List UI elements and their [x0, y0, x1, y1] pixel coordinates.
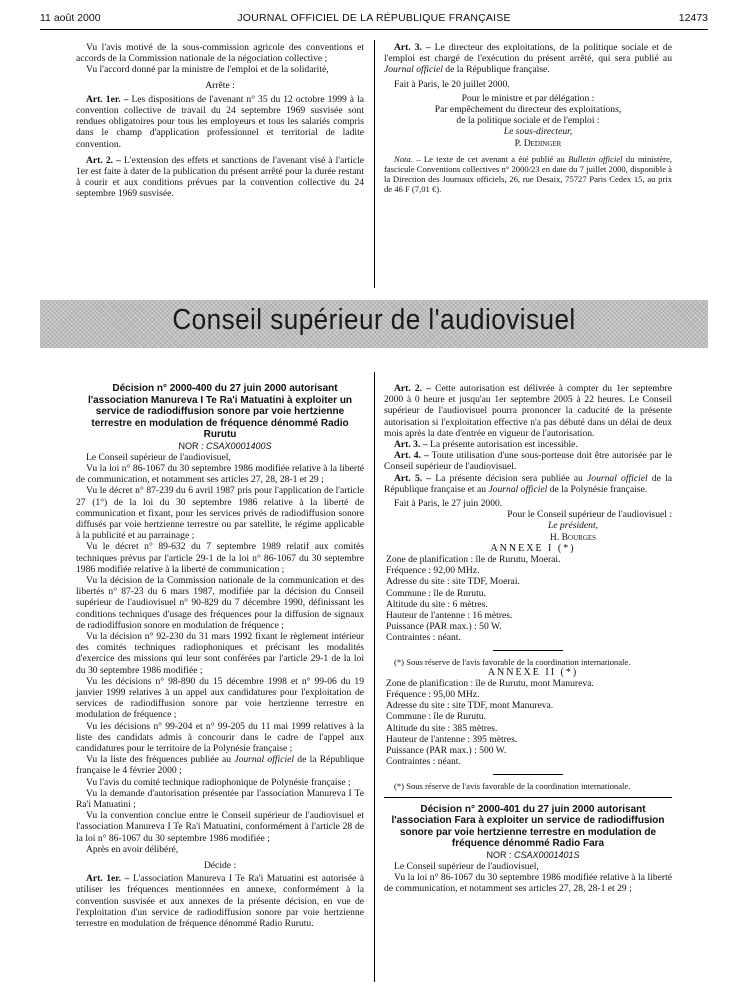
signatory-name: P. Dedinger — [514, 137, 562, 149]
annex-2-title: ANNEXE II (*) — [487, 666, 579, 678]
annex-1-list — [384, 554, 672, 644]
annex-2-line: Adresse du site : site TDF, mont Manureva. — [386, 700, 554, 712]
running-header — [40, 10, 708, 28]
annex-2-line: Altitude du site : 385 mètres. — [386, 722, 498, 734]
decision-2-visa-1: Vu la loi n° 86-1067 du 30 septembre 1986 modifiée relative à la liberté de communication, et notamment ses articles 27, 28, 28-1 et 29 ; — [384, 871, 672, 895]
annex-1-line: Fréquence : 92,00 MHz. — [386, 565, 480, 577]
arrete-heading: Arrête : — [205, 79, 235, 91]
decision-article-2: Art. 2. – Cette autorisation est délivrée à compter du 1er septembre 2000 à 0 heure et jusqu'au 1er septembre 2005 à 22 heures. Le Conseil supérieur de l'audiovisuel pourra prononcer la caducité de la présente autorisation si l'exploitation effective n'a pas débuté dans un délai de deux mois après la date d'entrée en vigueur de l'autorisation. — [384, 383, 672, 439]
visa-7: Vu les décisions n° 99-204 et n° 99-205 du 11 mai 1999 relatives à la liste des candidats admis à concourir dans le cadre de l'appel aux candidatures pour le territoire de la Polynésie française ; — [76, 720, 364, 754]
visa-6: Vu les décisions n° 98-890 du 15 décembre 1998 et n° 99-06 du 19 janvier 1999 relatives à un appel aux candidatures pour l'exploitation de services de radiodiffusion sonore par voie hertzienne terrestre en modulation de fréquence ; — [76, 675, 364, 721]
annex-2-list — [384, 678, 672, 768]
annex-2-line: Zone de planification : île de Rurutu, mont Manureva. — [386, 677, 594, 689]
fait-paris: Fait à Paris, le 20 juillet 2000. — [394, 78, 510, 90]
section-banner — [40, 300, 708, 348]
decision-article-5: Art. 5. – La présente décision sera publiée au Journal officiel de la République française et au Journal officiel de la Polynésie française. — [384, 472, 672, 495]
vu-avis: Vu l'avis motivé de la sous-commission agricole des conventions et accords de la Commission nationale de la négociation collective ; — [76, 42, 364, 65]
column-divider-bottom — [374, 372, 375, 982]
decision-article-1: Art. 1er. – L'association Manureva I Te Ra'i Matuatini est autorisée à utiliser les fréquences mentionnées en annexe, conformément à la convention susvisée et aux annexes de la présente décision, en vue de l'exploitation d'un service de radiodiffusion sonore par voie hertzienne terrestre en modulation de fréquence dénommé Radio Rurutu. — [76, 873, 364, 930]
section-title: Conseil supérieur de l'audiovisuel — [172, 304, 576, 336]
visa-1: Vu la loi n° 86-1067 du 30 septembre 1986 modifiée relative à la liberté de communication, et notamment ses articles 27, 28, 28-1 et 29 ; — [76, 462, 364, 486]
bottom-right-column — [384, 383, 672, 894]
decision-2-nor: NOR : CSAX0001401S — [486, 849, 580, 860]
bottom-left-column — [76, 383, 364, 929]
visa-8: Vu la liste des fréquences publiée au Journal officiel de la République française le 4 février 2000 ; — [76, 754, 364, 777]
annex-1-line: Altitude du site : 6 mètres. — [386, 598, 488, 610]
decision-article-4: Art. 4. – Toute utilisation d'une sous-porteuse doit être autorisée par le Conseil supérieur de l'audiovisuel. — [384, 450, 672, 473]
annex-1-line: Contraintes : néant. — [386, 632, 461, 644]
visa-3: Vu le décret n° 89-632 du 7 septembre 1989 relatif aux comités techniques prévus par l'article 29-1 de la loi n° 86-1067 du 30 septembre 1986 modifiée relative à la liberté de communication ; — [76, 541, 364, 575]
article-3: Art. 3. – Le directeur des exploitations, de la politique sociale et de l'emploi est chargé de l'exécution du présent arrêté, qui sera publié au Journal officiel de la République française. — [384, 42, 672, 76]
visa-5: Vu la décision n° 92-230 du 31 mars 1992 fixant le règlement intérieur des comités techniques radiophoniques et précisant les modalités d'exercice des missions qui leur sont conférées par l'article 29-1 de la loi du 30 septembre 1986 modifiée ; — [76, 630, 364, 676]
header-rule — [40, 29, 708, 30]
column-divider-top — [374, 40, 375, 288]
annex-2-line: Puissance (PAR max.) : 500 W. — [386, 745, 507, 757]
decision-sig-2: Le président, — [547, 520, 599, 532]
conseil-intro: Le Conseil supérieur de l'audiovisuel, — [86, 451, 231, 463]
annex-2-line: Fréquence : 95,00 MHz. — [386, 689, 480, 701]
section-rule — [384, 797, 672, 798]
decision-2-title: Décision n° 2000-401 du 27 juin 2000 autorisant l'association Fara à exploiter un service de radiodiffusion sonore par voie hertzienne terrestre en modulation de fréquence dénommé Radio Fara — [391, 803, 665, 849]
annex-1-title: ANNEXE I (*) — [490, 542, 576, 554]
decision-article-3: Art. 3. – La présente autorisation est incessible. — [394, 439, 578, 451]
annex-1-line: Hauteur de l'antenne : 16 mètres. — [386, 610, 513, 622]
annex-2-line: Hauteur de l'antenne : 395 mètres. — [386, 733, 518, 745]
annex-1-footnote: (*) Sous réserve de l'avis favorable de la coordination internationale. — [394, 656, 631, 667]
vu-accord: Vu l'accord donné par la ministre de l'emploi et de la solidarité, — [86, 64, 329, 76]
signature-line-1: Pour le ministre et par délégation : — [461, 92, 595, 104]
decision-fait: Fait à Paris, le 27 juin 2000. — [394, 498, 503, 510]
visa-11: Vu la convention conclue entre le Conseil supérieur de l'audiovisuel et l'association Manureva I Te Ra'i Matuatini, conformément à l'article 28 de la loi n° 86-1067 du 30 septembre 1986 modifiée ; — [76, 810, 364, 844]
article-1: Art. 1er. – Les dispositions de l'avenant n° 35 du 12 octobre 1999 à la convention collective de travail du 24 septembre 1969 susvisée sont rendues obligatoires pour tous les employeurs et tous les salariés compris dans le champ d'application professionnel et territorial de ladite convention. — [76, 93, 364, 150]
issue-date: 11 août 2000 — [40, 12, 101, 24]
signature-line-3: de la politique sociale et de l'emploi : — [456, 115, 600, 127]
nota: Nota. – Le texte de cet avenant a été publié au Bulletin officiel du ministère, fascicule Conventions collectives n° 2000/23 en date du 7 juillet 2000, disponible à la Direction des Journaux officiels, 26, rue Desaix, 75727 Paris Cedex 15, au prix de 46 F (7,01 €). — [384, 153, 672, 194]
visa-9: Vu l'avis du comité technique radiophonique de Polynésie française ; — [86, 776, 351, 788]
top-right-column — [384, 42, 672, 194]
visa-4: Vu la décision de la Commission nationale de la communication et des libertés n° 87-23 du 6 mars 1987, modifiée par la décision du Conseil supérieur de l'audiovisuel n° 90-829 du 7 décembre 1990, définissant les conditions techniques d'usage des fréquences pour la diffusion de signaux de radiodiffusion sonore en modulation de fréquence ; — [76, 574, 364, 631]
decide-heading: Décide : — [203, 860, 237, 872]
annex-2-line: Contraintes : néant. — [386, 756, 461, 768]
visa-10: Vu la demande d'autorisation présentée par l'association Manureva I Te Ra'i Matuatini ; — [76, 787, 364, 810]
annex-1-line: Zone de planification : île de Rurutu, Moerai. — [386, 554, 561, 566]
annex-2-line: Commune : île de Rurutu. — [386, 711, 486, 723]
decision-title: Décision n° 2000-400 du 27 juin 2000 autorisant l'association Manureva I Te Ra'i Matuatini à exploiter un service de radiodiffusion sonore par voie hertzienne terrestre en modulation de fréquence dénommé Radio Rurutu — [87, 383, 353, 440]
footnote-rule — [493, 774, 563, 775]
article-2: Art. 2. – L'extension des effets et sanctions de l'avenant visé à l'article 1er est faite à dater de la publication du présent arrêté pour la durée restant à courir et aux conditions prévues par la convention collective du 24 septembre 1969 susvisée. — [76, 154, 365, 200]
decision-sig-3: H. Bourges — [549, 531, 597, 543]
page-number: 12473 — [678, 12, 708, 24]
decision-sig-1: Pour le Conseil supérieur de l'audiovisuel : — [507, 509, 672, 521]
footnote-rule — [493, 650, 563, 651]
decision-2-intro: Le Conseil supérieur de l'audiovisuel, — [394, 860, 539, 872]
journal-title: JOURNAL OFFICIEL DE LA RÉPUBLIQUE FRANÇAISE — [237, 12, 511, 24]
deliberation: Après en avoir délibéré, — [86, 843, 179, 855]
nor-reference: NOR : CSAX0001400S — [178, 440, 272, 451]
top-left-column — [76, 42, 364, 200]
annex-1-line: Commune : île de Rurutu. — [386, 587, 486, 599]
signature-line-2: Par empêchement du directeur des exploitations, — [434, 104, 622, 116]
annex-2-footnote: (*) Sous réserve de l'avis favorable de la coordination internationale. — [394, 780, 631, 791]
annex-1-line: Puissance (PAR max.) : 50 W. — [386, 621, 502, 633]
annex-1-line: Adresse du site : site TDF, Moerai. — [386, 576, 520, 588]
visa-2: Vu le décret n° 87-239 du 6 avril 1987 pris pour l'application de l'article 27 (1°) de la loi du 30 septembre 1986 relative à la liberté de communication et fixant, pour les services privés de radiodiffusion sonore diffusés par voie hertzienne terrestre ou par satellite, le régime applicable à la publicité et au parrainage ; — [76, 485, 364, 542]
signature-title: Le sous-directeur, — [503, 126, 573, 138]
